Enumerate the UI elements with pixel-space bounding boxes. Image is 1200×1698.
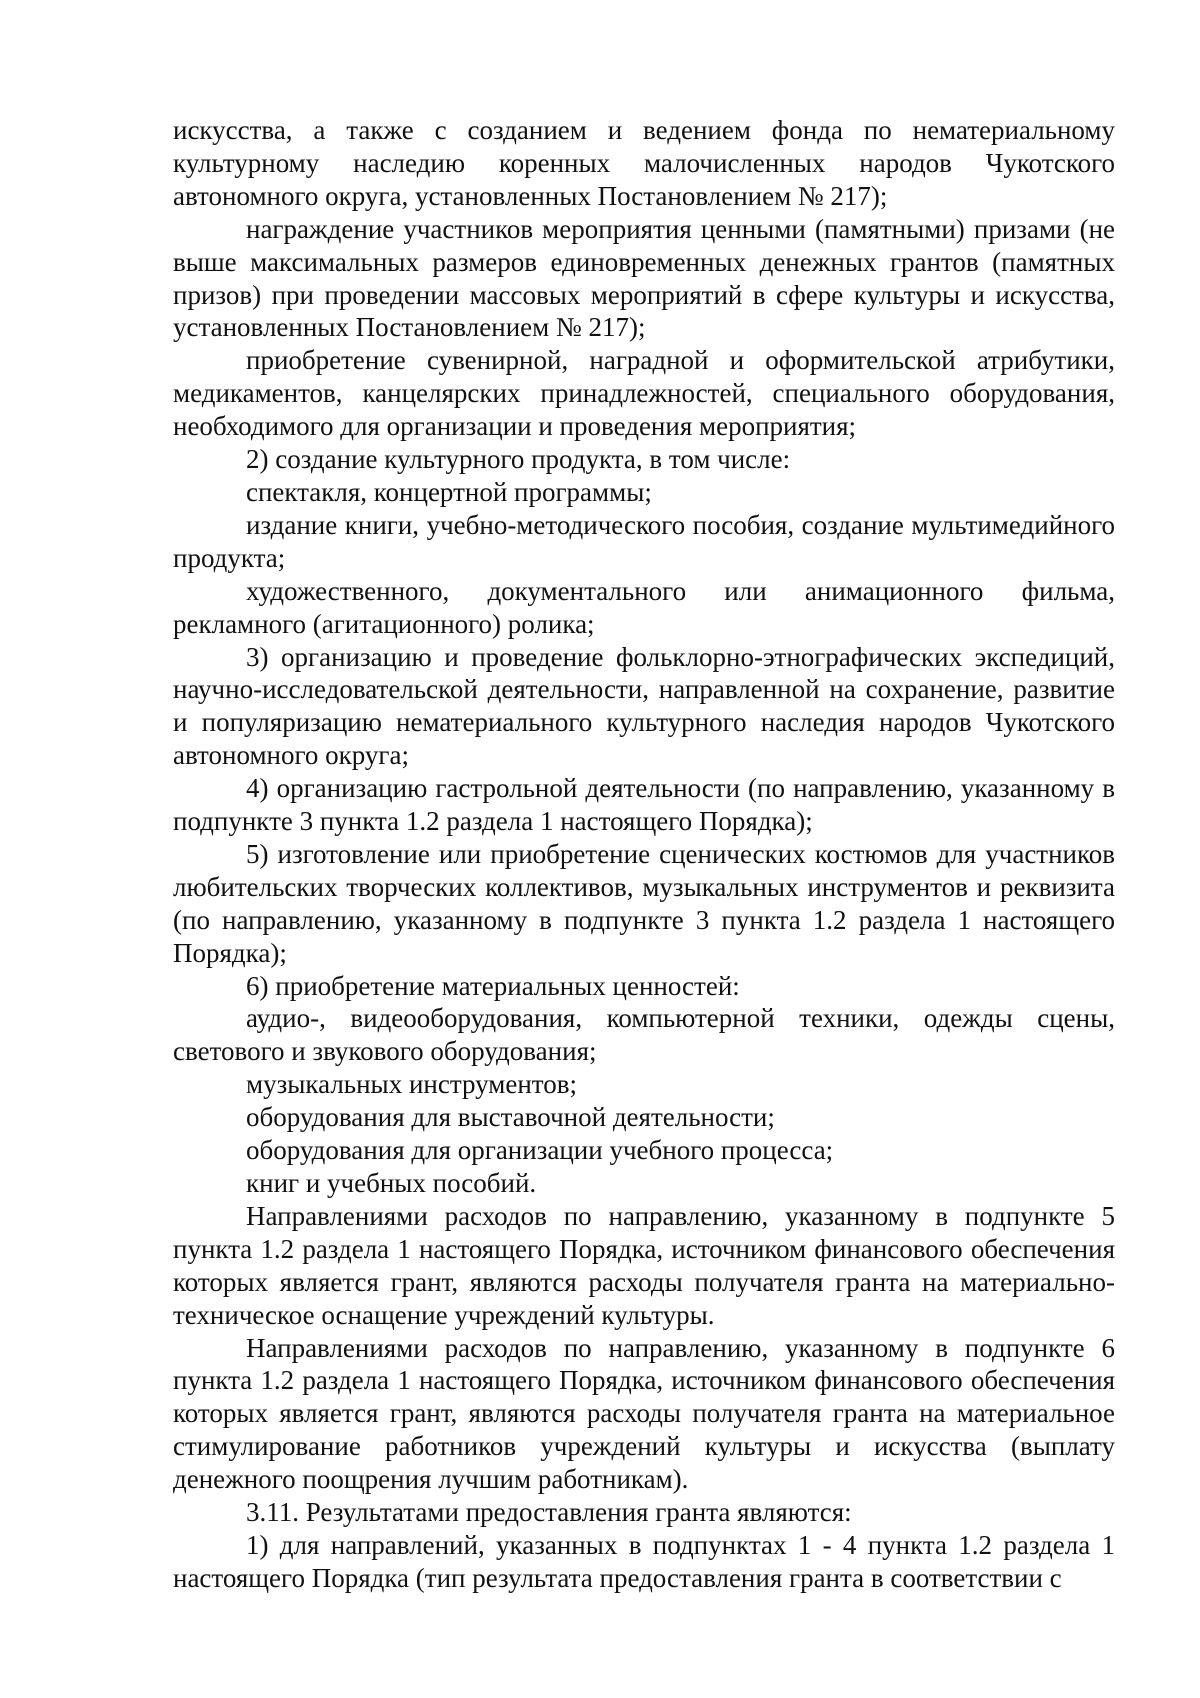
paragraph: 3) организацию и проведение фольклорно-этнографических экспедиций, научно-исследовательской деятельности, направленной на сохранение, развитие и популяризацию нематериального культурного наследия народов Чукотского автономного округа; — [173, 641, 1115, 771]
paragraph: 2) создание культурного продукта, в том числе: — [246, 444, 791, 475]
paragraph: 4) организацию гастрольной деятельности (по направлению, указанному в подпункте 3 пункта 1.2 раздела 1 настоящего Порядка); — [173, 773, 1115, 837]
paragraph: 3.11. Результатами предоставления гранта являются: — [246, 1497, 852, 1528]
paragraph: Направлениями расходов по направлению, указанному в подпункте 5 пункта 1.2 раздела 1 настоящего Порядка, источником финансового обеспечения которых является грант, являются расходы получателя гранта на материально-техническое оснащение учреждений культуры. — [173, 1200, 1115, 1330]
paragraph: оборудования для выставочной деятельности; — [246, 1102, 775, 1133]
paragraph: спектакля, концертной программы; — [246, 476, 652, 507]
paragraph: издание книги, учебно-методического пособия, создание мультимедийного продукта; — [173, 509, 1115, 573]
document-body — [173, 114, 1115, 1595]
paragraph: оборудования для организации учебного процесса; — [246, 1135, 834, 1166]
paragraph: книг и учебных пособий. — [246, 1168, 537, 1198]
paragraph: приобретение сувенирной, наградной и оформительской атрибутики, медикаментов, канцелярских принадлежностей, специального оборудования, необходимого для организации и проведения мероприятия; — [173, 345, 1115, 442]
paragraph: 1) для направлений, указанных в подпунктах 1 - 4 пункта 1.2 раздела 1 настоящего Порядка (тип результата предоставления гранта в соответствии с — [173, 1529, 1115, 1593]
paragraph: Направлениями расходов по направлению, указанному в подпункте 6 пункта 1.2 раздела 1 настоящего Порядка, источником финансового обеспечения которых является грант, являются расходы получателя гранта на материальное стимулирование работников учреждений культуры и искусства (выплату денежного поощрения лучшим работникам). — [173, 1332, 1115, 1495]
paragraph: награждение участников мероприятия ценными (памятными) призами (не выше максимальных размеров единовременных денежных грантов (памятных призов) при проведении массовых мероприятий в сфере культуры и искусства, установленных Постановлением № 217); — [173, 213, 1115, 343]
paragraph: 5) изготовление или приобретение сценических костюмов для участников любительских творческих коллективов, музыкальных инструментов и реквизита (по направлению, указанному в подпункте 3 пункта 1.2 раздела 1 настоящего Порядка); — [173, 838, 1115, 968]
paragraph: 6) приобретение материальных ценностей: — [246, 970, 740, 1001]
paragraph: искусства, а также с созданием и ведением фонда по нематериальному культурному наследию коренных малочисленных народов Чукотского автономного округа, установленных Постановлением № 217); — [173, 115, 1115, 211]
paragraph: аудио-, видеооборудования, компьютерной техники, одежды сцены, светового и звукового оборудования; — [173, 1003, 1115, 1067]
paragraph: художественного, документального или анимационного фильма, рекламного (агитационного) ролика; — [173, 575, 1115, 639]
paragraph: музыкальных инструментов; — [246, 1069, 577, 1100]
